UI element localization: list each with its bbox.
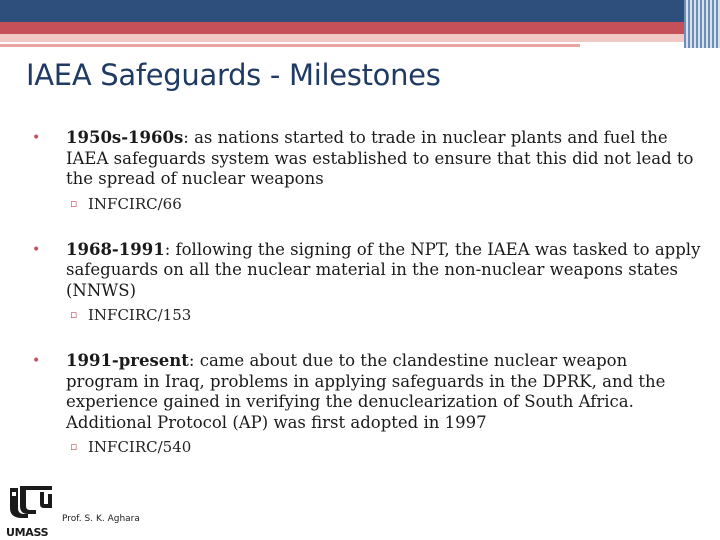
slide-title: IAEA Safeguards - Milestones xyxy=(26,58,441,92)
bullet-text: : following the signing of the NPT, the IAEA was tasked to apply safeguards on all the nuclear material in the non-nuclear weapons states (NNWS) xyxy=(66,239,701,300)
sub-bullet-icon: ▫ xyxy=(70,440,78,453)
sub-bullet-text: INFCIRC/66 xyxy=(88,194,182,213)
bullet-item xyxy=(32,128,704,190)
logo-wordmark: UMASS xyxy=(6,526,49,539)
bullet-icon: • xyxy=(32,130,41,146)
bullet-group-2 xyxy=(32,240,704,326)
bullet-group-1 xyxy=(32,128,704,214)
header-bar-blue xyxy=(0,0,720,22)
sub-bullet-item xyxy=(32,194,704,214)
umass-logo xyxy=(6,484,56,539)
header-stripes xyxy=(684,0,720,48)
bullet-group-3 xyxy=(32,351,704,457)
footer-author: Prof. S. K. Aghara xyxy=(62,514,140,524)
bullet-period: 1950s-1960s xyxy=(66,128,184,147)
header-bar-pink xyxy=(0,34,684,42)
sub-bullet-text: INFCIRC/153 xyxy=(88,306,192,324)
header-bar-red xyxy=(0,22,684,34)
sub-bullet-text: INFCIRC/540 xyxy=(88,438,192,456)
header-bar-thin xyxy=(0,44,580,47)
bullet-period: 1968-1991 xyxy=(66,239,165,259)
sub-bullet-item xyxy=(32,305,704,325)
bullet-list xyxy=(32,128,704,457)
bullet-icon: • xyxy=(32,353,41,369)
umass-logo-icon xyxy=(6,484,56,520)
bullet-item xyxy=(32,240,704,302)
sub-bullet-item xyxy=(32,437,704,457)
bullet-icon: • xyxy=(32,241,41,258)
bullet-text: : as nations started to trade in nuclear plants and fuel the IAEA safeguards system was established to ensure that this did not lead to the spread of nuclear weapons xyxy=(66,128,694,188)
bullet-text: : came about due to the clandestine nuclear weapon program in Iraq, problems in applying safeguards in the DPRK, and the experience gained in verifying the denuclearization of South Africa. Additional Protocol (AP) was first adopted in 1997 xyxy=(66,351,666,432)
sub-bullet-icon: ▫ xyxy=(70,196,78,210)
bullet-item xyxy=(32,351,704,433)
bullet-period: 1991-present xyxy=(66,351,189,370)
sub-bullet-icon: ▫ xyxy=(70,308,78,321)
